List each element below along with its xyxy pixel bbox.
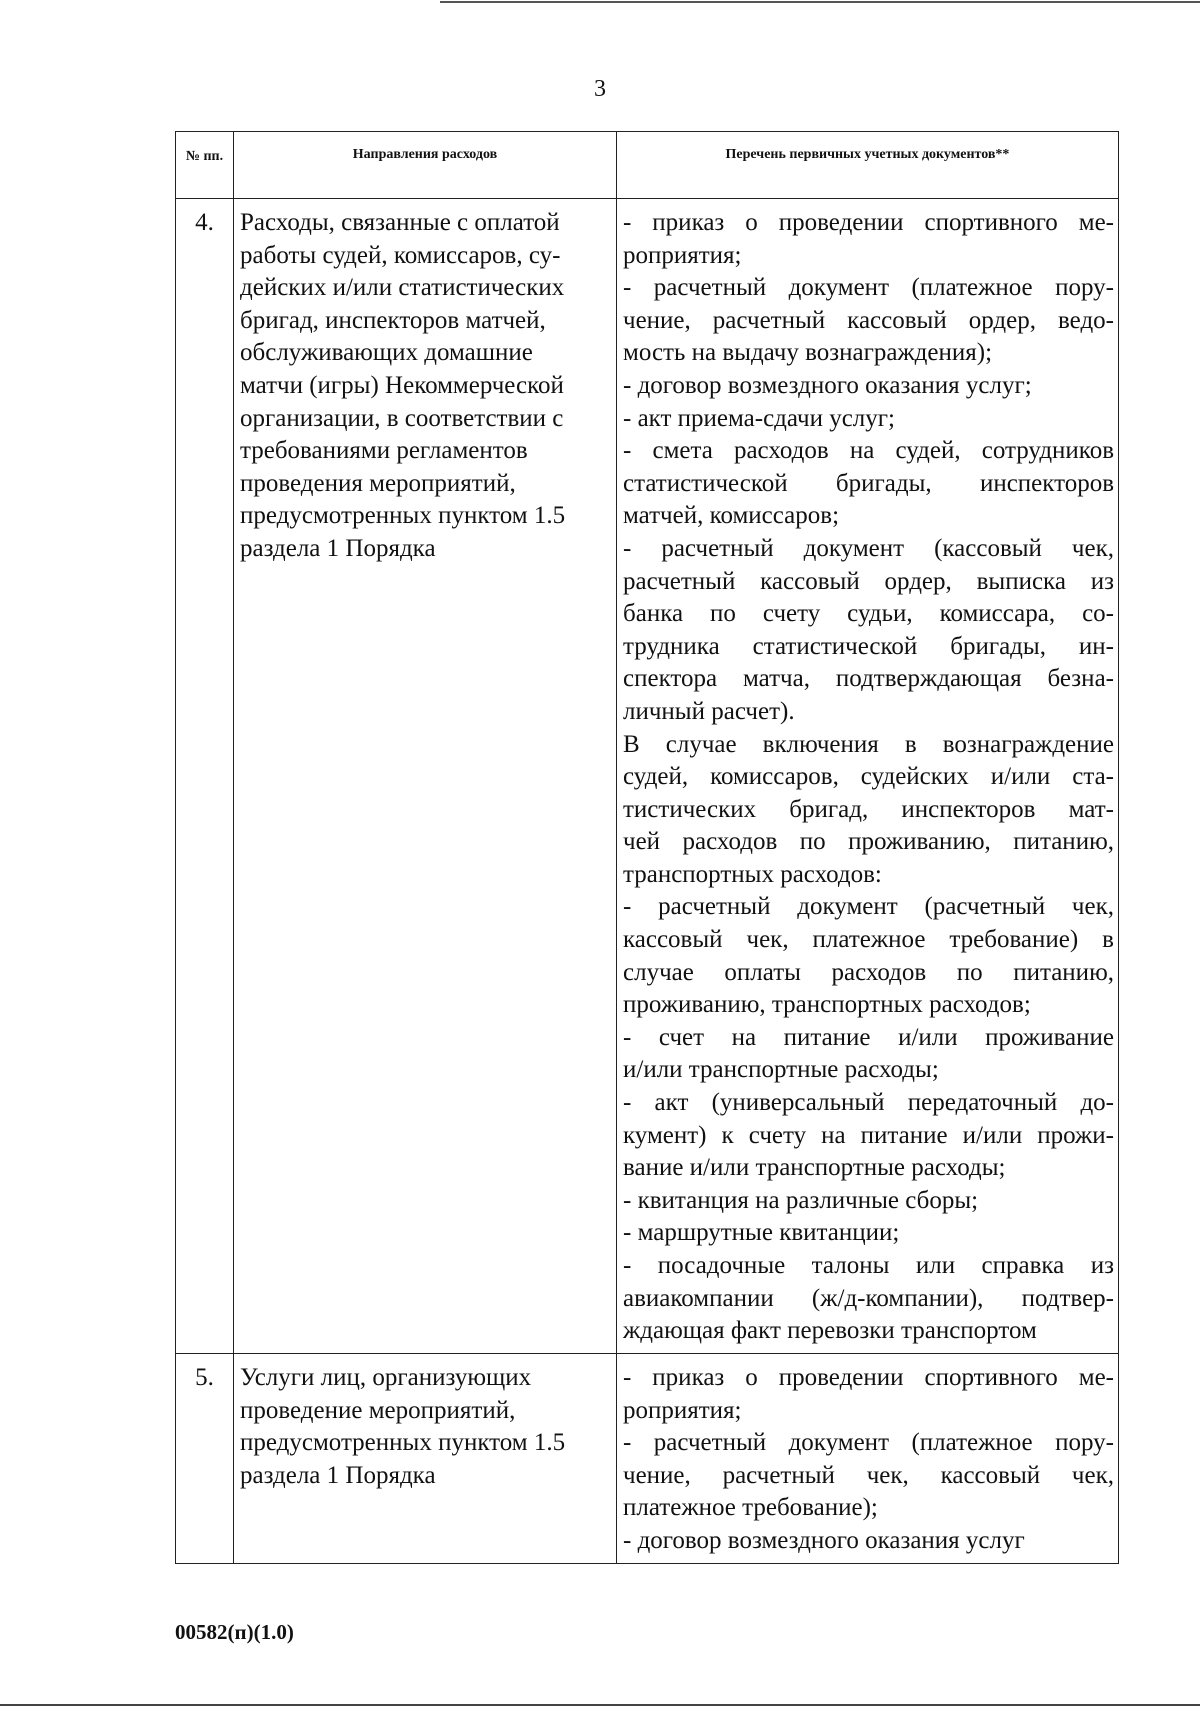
direction-line: требованиями регламентов (240, 437, 528, 465)
documents-list (617, 1354, 1119, 1564)
document-line: роприятия; (623, 241, 742, 269)
document-line: - квитанция на различные сборы; (623, 1186, 979, 1214)
direction-line: бригад, инспекторов матчей, (240, 306, 546, 334)
document-line: - договор возмездного оказания услуг (623, 1526, 1025, 1554)
document-line: чение, расчетный чек, кассовый чек, (623, 1461, 1114, 1489)
table-row (176, 1354, 1119, 1564)
direction-line: Расходы, связанные с оплатой (240, 209, 560, 236)
document-line: - расчетный документ (платежное пору- (623, 274, 1114, 302)
document-line: кумент) к счету на питание и/или прожи- (623, 1121, 1114, 1149)
direction-line: предусмотренных пунктом 1.5 (240, 502, 566, 530)
document-line: транспортных расходов: (623, 860, 882, 888)
document-line: платежное требование); (623, 1494, 878, 1522)
document-line: В случае включения в вознаграждение (623, 730, 1114, 758)
document-line: статистической бригады, инспекторов (623, 469, 1114, 497)
document-line: - акт приема-сдачи услуг; (623, 404, 895, 432)
direction-line: работы судей, комиссаров, су- (240, 241, 561, 269)
document-line: чение, расчетный кассовый ордер, ведо- (623, 306, 1114, 334)
direction-line: раздела 1 Порядка (240, 1461, 436, 1489)
document-line: - расчетный документ (кассовый чек, (623, 534, 1114, 562)
document-line: трудника статистической бригады, ин- (623, 632, 1114, 660)
document-line: мость на выдачу вознаграждения); (623, 339, 993, 367)
document-line: чей расходов по проживанию, питанию, (623, 828, 1114, 856)
document-line: тистических бригад, инспекторов мат- (623, 795, 1114, 823)
direction-line: проведение мероприятий, (240, 1396, 516, 1424)
document-line: - приказ о проведении спортивного ме- (623, 209, 1114, 236)
document-line: - счет на питание и/или проживание (623, 1023, 1114, 1051)
document-line: - маршрутные квитанции; (623, 1219, 900, 1247)
document-line: авиакомпании (ж/д-компании), подтвер- (623, 1284, 1114, 1312)
header-documents: Перечень первичных учетных документов** (617, 132, 1119, 199)
document-line: банка по счету судьи, комиссара, со- (623, 600, 1114, 628)
document-line: вание и/или транспортные расходы; (623, 1154, 1006, 1182)
documents-list (617, 199, 1119, 1354)
document-line: кассовый чек, платежное требование) в (623, 926, 1114, 954)
direction-line: предусмотренных пунктом 1.5 (240, 1429, 566, 1457)
document-line: - договор возмездного оказания услуг; (623, 371, 1032, 399)
direction-line: обслуживающих домашние (240, 339, 533, 367)
header-direction: Направления расходов (234, 132, 617, 199)
document-line: - акт (универсальный передаточный до- (623, 1089, 1114, 1117)
document-line: расчетный кассовый ордер, выписка из (623, 567, 1114, 595)
document-line: проживанию, транспортных расходов; (623, 991, 1031, 1019)
document-line: случае оплаты расходов по питанию, (623, 958, 1114, 986)
table-body (176, 199, 1119, 1564)
document-line: судей, комиссаров, судейских и/или ста- (623, 763, 1114, 791)
direction-line: дейских и/или статистических (240, 274, 565, 302)
document-line: личный расчет). (623, 697, 795, 725)
document-line: матчей, комиссаров; (623, 502, 840, 530)
document-line: ждающая факт перевозки транспортом (623, 1317, 1037, 1345)
table-row (176, 199, 1119, 1354)
direction-line: матчи (игры) Некоммерческой (240, 371, 564, 399)
document-line: спектора матча, подтверждающая безна- (623, 665, 1114, 693)
document-code: 00582(п)(1.0) (175, 1620, 294, 1644)
direction-line: организации, в соответствии с (240, 404, 564, 432)
expense-direction (234, 199, 617, 1354)
table-header-row (176, 132, 1119, 199)
document-line: - приказ о проведении спортивного ме- (623, 1364, 1114, 1391)
document-line: и/или транспортные расходы; (623, 1056, 939, 1084)
header-number: № пп. (176, 132, 234, 199)
direction-line: раздела 1 Порядка (240, 534, 436, 562)
document-line: - смета расходов на судей, сотрудников (623, 437, 1114, 465)
row-number: 4. (176, 199, 234, 1354)
document-line: - расчетный документ (платежное пору- (623, 1429, 1114, 1457)
document-line: роприятия; (623, 1396, 742, 1424)
row-number: 5. (176, 1354, 234, 1564)
scan-edge-top (440, 1, 1200, 3)
expense-direction (234, 1354, 617, 1564)
direction-line: проведения мероприятий, (240, 469, 516, 497)
scan-edge-bottom (0, 1704, 1200, 1706)
document-line: - посадочные талоны или справка из (623, 1252, 1114, 1279)
expenses-table (175, 131, 1119, 1564)
page-number: 3 (594, 76, 606, 102)
document-line: - расчетный документ (расчетный чек, (623, 893, 1114, 921)
direction-line: Услуги лиц, организующих (240, 1364, 532, 1391)
